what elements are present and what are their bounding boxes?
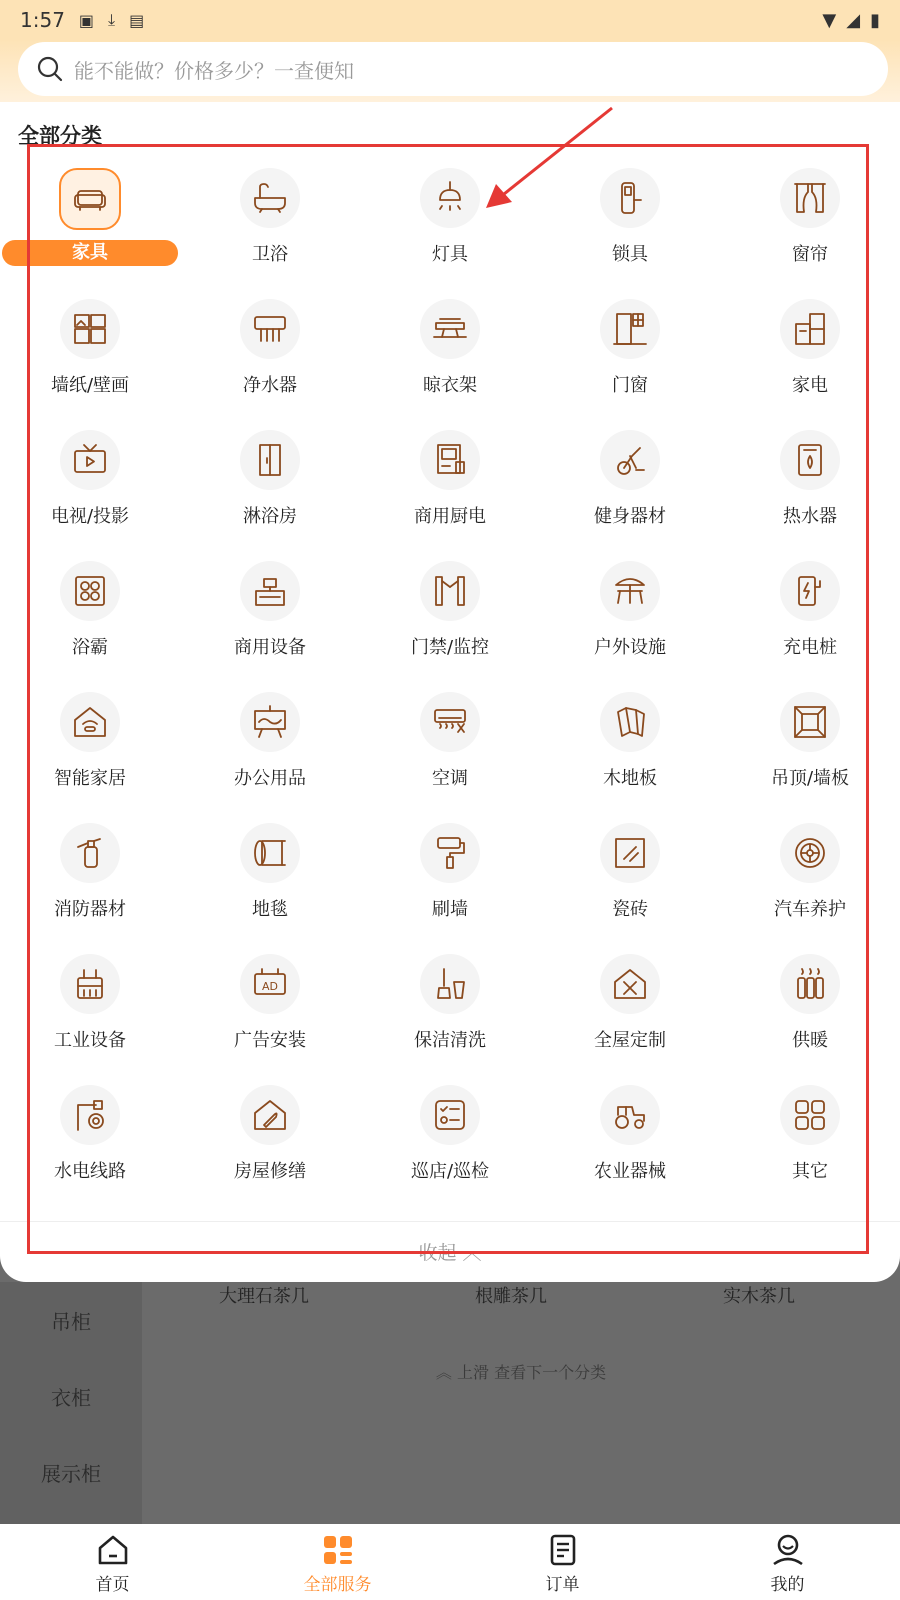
tab-profile[interactable]: 我的 [675,1524,900,1600]
category-icon-frame [420,692,480,752]
sub-category-area [142,1282,900,1524]
category-label: 巡店/巡检 [410,1161,490,1182]
download-icon: ⤓ [108,10,116,29]
category-label: 智能家居 [54,768,126,789]
category-icon-frame [420,1085,480,1145]
category-icon-frame [420,299,480,359]
category-icon-frame [600,299,660,359]
wallpaper-icon [70,309,110,349]
category-icon-frame [240,430,300,490]
section-title: 全部分类 [18,124,102,148]
category-label: 吊顶/墙板 [770,768,850,789]
category-item[interactable] [720,162,900,293]
status-time: 1:57 [20,8,65,32]
category-item[interactable] [180,424,360,555]
wifi-icon: ▼ [822,9,837,31]
category-icon-frame [60,430,120,490]
category-item[interactable] [720,424,900,555]
category-label: 供暖 [792,1030,828,1051]
category-icon-frame [60,692,120,752]
category-icon-frame [420,430,480,490]
category-label: 灯具 [432,244,468,265]
category-item[interactable] [720,293,900,424]
category-item[interactable] [720,948,900,1079]
category-icon-frame [780,561,840,621]
swipe-hint: ︽ 上滑 查看下一个分类 [435,1363,607,1382]
category-icon-frame [600,168,660,228]
category-item[interactable] [0,817,180,948]
category-icon-frame [240,168,300,228]
wheel-icon [790,833,830,873]
tv-icon [70,440,110,480]
category-label: 卫浴 [252,244,288,265]
category-icon-frame [60,823,120,883]
category-label: 其它 [792,1161,828,1182]
category-label: 房屋修缮 [234,1161,306,1182]
category-label: 健身器材 [594,506,666,527]
category-item[interactable] [180,948,360,1079]
left-category-nav [0,1282,142,1524]
wood-floor-icon [610,702,650,742]
category-item[interactable] [540,424,720,555]
category-item[interactable] [360,686,540,817]
category-label: 全屋定制 [594,1030,666,1051]
shower-room-icon [250,440,290,480]
search-header [0,40,900,102]
category-item[interactable] [0,686,180,817]
category-item[interactable] [360,293,540,424]
sub-item[interactable]: 根雕茶几 [475,1286,547,1307]
access-gate-icon [430,571,470,611]
category-label: 锁具 [612,244,648,265]
category-icon-frame [600,692,660,752]
category-label: 净水器 [243,375,297,396]
category-item[interactable] [720,817,900,948]
outdoor-table-icon [610,571,650,611]
category-label: 办公用品 [234,768,306,789]
category-label: 家具 [2,240,178,266]
grid-more-icon [790,1095,830,1135]
category-label: 墙纸/壁画 [50,375,130,396]
category-icon-frame [60,561,120,621]
category-item[interactable] [180,686,360,817]
category-item[interactable] [360,555,540,686]
category-icon-frame [420,561,480,621]
sub-item[interactable]: 大理石茶几 [219,1286,309,1307]
image-icon: ▣ [78,10,95,30]
bottom-tab-bar [0,1524,900,1600]
category-label: 刷墙 [432,899,468,920]
industrial-icon [70,964,110,1004]
search-placeholder: 能不能做？价格多少？一查便知 [74,58,354,83]
category-item[interactable] [360,424,540,555]
curtain-icon [790,178,830,218]
category-item[interactable] [720,1079,900,1210]
custom-house-icon [610,964,650,1004]
category-label: 热水器 [783,506,837,527]
tab-home[interactable]: 首页 [0,1524,225,1600]
category-icon-frame [600,430,660,490]
sub-item[interactable]: 实木茶几 [723,1286,795,1307]
category-label: 汽车养护 [774,899,846,920]
appliance-icon [790,309,830,349]
signal-icon: ◢ [846,9,861,31]
smart-lock-icon [610,178,650,218]
category-icon-frame [59,168,121,230]
air-conditioner-icon [430,702,470,742]
battery-icon: ▮ [870,9,880,31]
category-label: 淋浴房 [243,506,297,527]
double-chevron-up-icon: ︽ [435,1363,452,1382]
category-item[interactable] [540,555,720,686]
category-icon-frame [420,954,480,1014]
category-icon-frame [780,692,840,752]
sofa-icon [70,179,110,219]
category-icon-frame [600,823,660,883]
category-label: 消防器材 [54,899,126,920]
clothes-rack-icon [430,309,470,349]
category-icon-frame [240,1085,300,1145]
category-label: 门窗 [612,375,648,396]
category-label: 木地板 [603,768,657,789]
category-label: 广告安装 [234,1030,306,1051]
plumbing-icon [70,1095,110,1135]
door-window-icon [610,309,650,349]
category-item[interactable] [0,1079,180,1210]
category-icon-frame [240,561,300,621]
category-item[interactable] [180,817,360,948]
category-icon-frame [780,823,840,883]
category-grid [0,162,900,1210]
category-item[interactable] [540,1079,720,1210]
water-heater-icon [790,440,830,480]
category-item[interactable] [540,686,720,817]
tractor-icon [610,1095,650,1135]
smart-home-icon [70,702,110,742]
svg-text:AD: AD [262,980,278,993]
category-icon-frame [600,561,660,621]
category-label: 地毯 [252,899,288,920]
category-icon-frame [60,954,120,1014]
category-label: 晾衣架 [423,375,477,396]
category-icon-frame [240,823,300,883]
all-categories-panel [0,40,900,1282]
category-label: 水电线路 [54,1161,126,1182]
tab-orders[interactable]: 订单 [450,1524,675,1600]
commercial-kitchen-icon [430,440,470,480]
category-icon-frame [60,299,120,359]
category-icon-frame [780,168,840,228]
category-item[interactable] [360,948,540,1079]
category-item[interactable] [540,817,720,948]
collapse-button[interactable]: 收起 ︿ [418,1242,482,1264]
category-detail-background [0,1282,900,1524]
carpet-icon [250,833,290,873]
category-icon-frame [60,1085,120,1145]
category-label: 充电桩 [783,637,837,658]
cash-register-icon [250,571,290,611]
category-label: 工业设备 [54,1030,126,1051]
tile-icon [610,833,650,873]
cleaning-icon [430,964,470,1004]
category-label: 商用设备 [234,637,306,658]
category-icon-frame [600,954,660,1014]
category-label: 空调 [432,768,468,789]
exercise-bike-icon [610,440,650,480]
category-item[interactable] [0,162,180,293]
category-icon-frame [780,954,840,1014]
nav-item-display-cabinet[interactable]: 展示柜 [41,1462,101,1486]
category-label: 保洁清洗 [414,1030,486,1051]
fire-extinguisher-icon [70,833,110,873]
search-input[interactable] [18,42,888,96]
ad-sign-icon [250,964,290,1004]
category-label: 家电 [792,375,828,396]
chevron-up-icon: ︿ [462,1242,482,1264]
whiteboard-icon [250,702,290,742]
category-label: 窗帘 [792,244,828,265]
category-item[interactable] [540,293,720,424]
category-item[interactable] [180,162,360,293]
category-icon-frame [420,823,480,883]
category-icon-frame [780,430,840,490]
tab-all-services[interactable]: 全部服务 [225,1524,450,1600]
category-label: 商用厨电 [414,506,486,527]
water-purifier-icon [250,309,290,349]
category-label: 电视/投影 [50,506,130,527]
category-item[interactable] [360,817,540,948]
category-item[interactable] [720,555,900,686]
category-item[interactable] [180,1079,360,1210]
bath-heater-icon [70,571,110,611]
nav-item-hanging-cabinet[interactable]: 吊柜 [51,1310,91,1334]
radiator-icon [790,964,830,1004]
category-item[interactable] [540,948,720,1079]
lamp-icon [430,178,470,218]
divider [0,1221,900,1222]
category-icon-frame [240,692,300,752]
checklist-icon [430,1095,470,1135]
status-bar [0,0,900,40]
category-item[interactable] [180,293,360,424]
category-label: 瓷砖 [612,899,648,920]
category-item[interactable] [0,424,180,555]
category-label: 浴霸 [72,637,108,658]
category-item[interactable] [180,555,360,686]
services-icon [320,1532,356,1568]
category-item[interactable] [0,948,180,1079]
category-icon-frame [780,1085,840,1145]
category-item[interactable] [360,1079,540,1210]
bathtub-icon [250,178,290,218]
house-repair-icon [250,1095,290,1135]
nav-item-wardrobe[interactable]: 衣柜 [51,1386,91,1410]
category-icon-frame [600,1085,660,1145]
category-label: 门禁/监控 [410,637,490,658]
profile-icon [770,1532,806,1568]
category-label: 农业器械 [594,1161,666,1182]
category-icon-frame [780,299,840,359]
category-label: 户外设施 [594,637,666,658]
home-icon [95,1532,131,1568]
category-item[interactable] [540,162,720,293]
font-icon: ▤ [129,10,145,30]
category-item[interactable] [0,293,180,424]
category-icon-frame [240,299,300,359]
ceiling-icon [790,702,830,742]
category-item[interactable] [360,162,540,293]
category-item[interactable] [0,555,180,686]
search-icon [36,55,64,83]
category-icon-frame [240,954,300,1014]
charging-pile-icon [790,571,830,611]
order-icon [545,1532,581,1568]
paint-roller-icon [430,833,470,873]
category-icon-frame [420,168,480,228]
category-item[interactable] [720,686,900,817]
